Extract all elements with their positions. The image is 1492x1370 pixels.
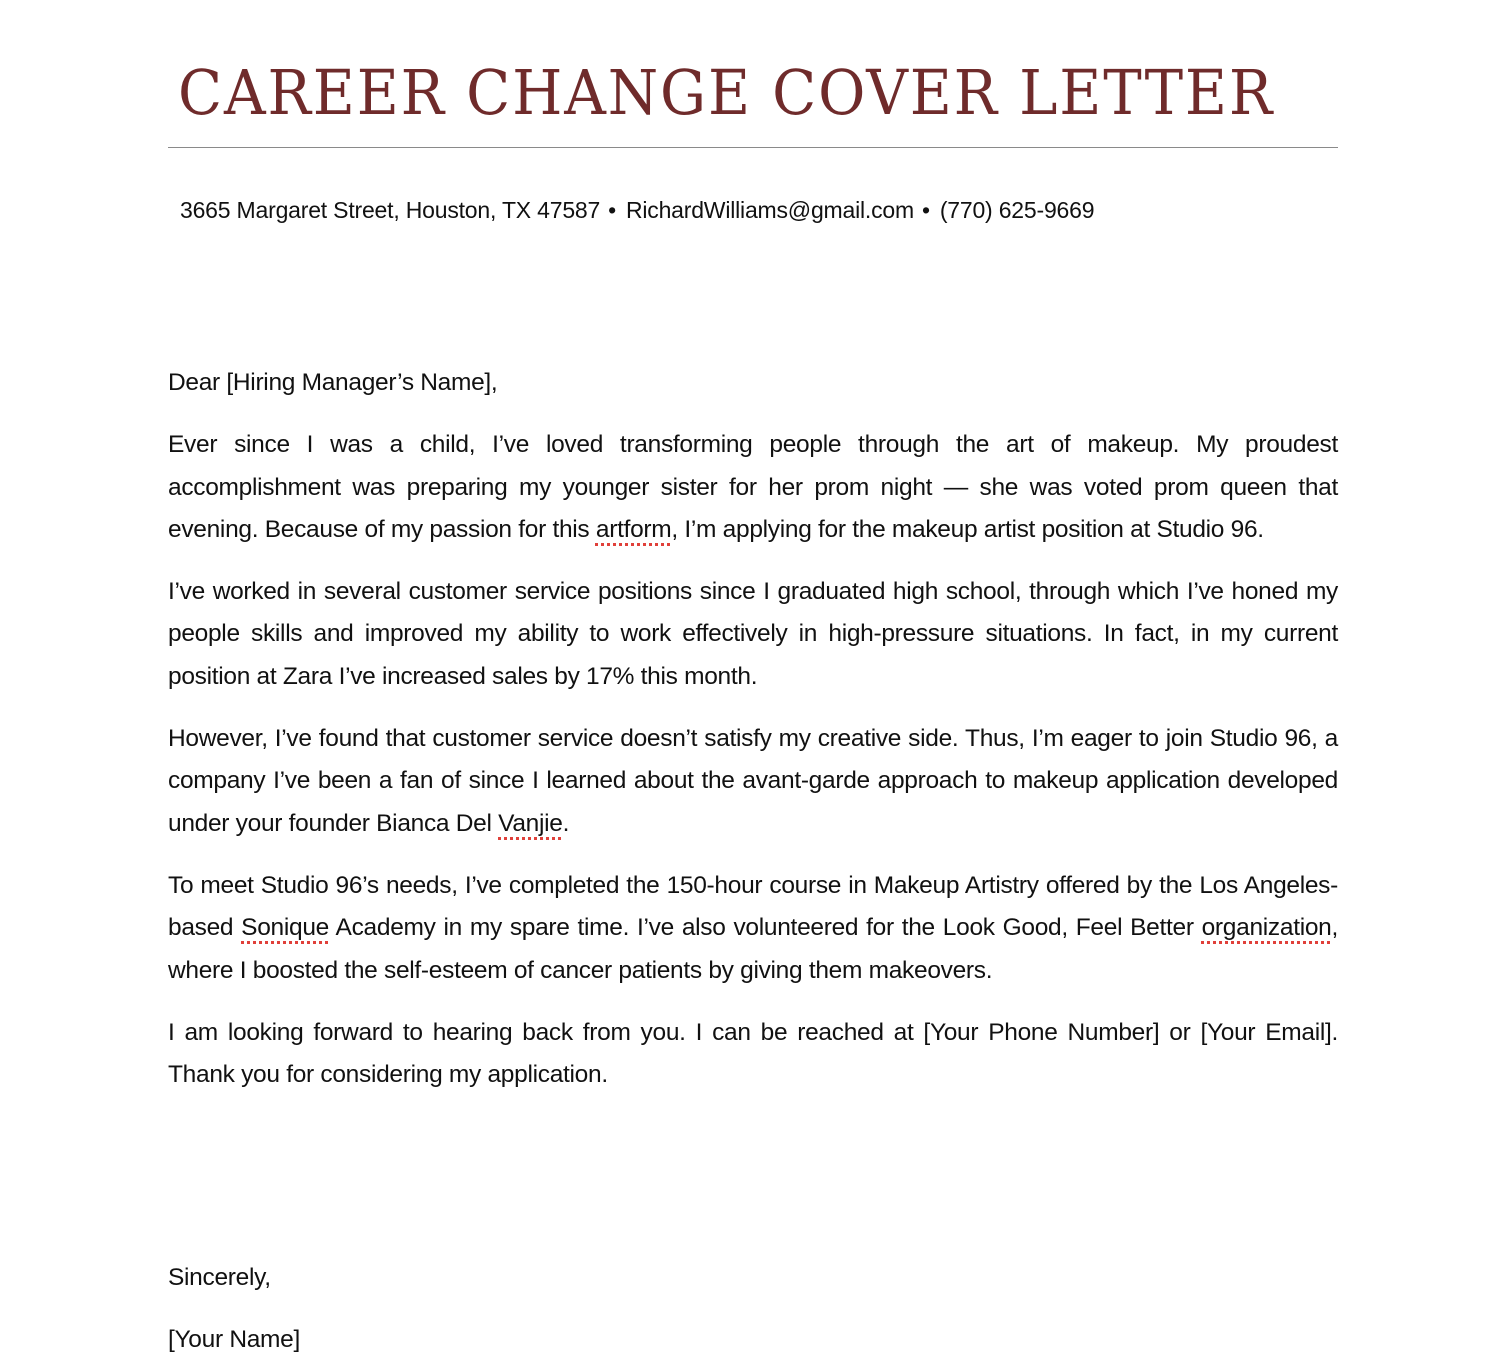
misspelled-word[interactable]: organization [1201,914,1332,942]
paragraph-text: , where I boosted the self-esteem of cancer patients by giving them makeovers. [168,914,1339,984]
misspelled-word[interactable]: Sonique [241,914,329,942]
contact-address: 3665 Margaret Street, Houston, TX 47587 [180,197,601,223]
closing: Sincerely, [168,1264,271,1291]
paragraph-3 [168,718,1338,845]
separator-dot: • [921,197,930,223]
letter-body[interactable] [168,362,1338,1116]
misspelled-word[interactable]: artform [595,515,672,543]
paragraph-text: Academy in my spare time. I’ve also volunteered for the Look Good, Feel Better [329,914,1202,942]
separator-dot: • [608,197,616,223]
contact-line [180,197,1094,224]
paragraph-text: To meet Studio 96’s needs, I’ve completed the 150-hour course in Makeup Artistry offered by the Los Angeles-based [168,871,1338,942]
signature: [Your Name] [168,1326,300,1353]
paragraph-2: I’ve worked in several customer service positions since I graduated high school, through which I’ve honed my people skills and improved my ability to work effectively in high-pressure situations. In fact, in my current position at Zara I’ve increased sales by 17% this month. [168,578,1338,690]
contact-phone: (770) 625-9669 [939,197,1095,223]
paragraph-1 [168,424,1338,551]
document-title: CAREER CHANGE COVER LETTER [178,56,1275,129]
paragraph-5: I am looking forward to hearing back from you. I can be reached at [Your Phone Number] or [Your Email]. Thank you for considering my application. [168,1018,1338,1089]
contact-email[interactable]: RichardWilliams@gmail.com [625,197,914,223]
paragraph-4 [168,865,1338,992]
paragraph-text: , I’m applying for the makeup artist position at Studio 96. [671,515,1264,543]
paragraph-text: Ever since I was a child, I’ve loved transforming people through the art of makeup. My proudest accomplishment was preparing my younger sister for her prom night — she was voted prom queen that evening. Because of my passion for this [168,431,1338,543]
paragraph-text: However, I’ve found that customer service doesn’t satisfy my creative side. Thus, I’m eager to join Studio 96, a company I’ve been a fan of since I learned about the avant-garde approach to makeup application developed under your founder Bianca Del [168,725,1338,837]
paragraph-text: . [562,809,570,837]
title-divider [168,147,1338,148]
salutation: Dear [Hiring Manager’s Name], [168,369,498,396]
misspelled-word[interactable]: Vanjie [498,809,563,837]
